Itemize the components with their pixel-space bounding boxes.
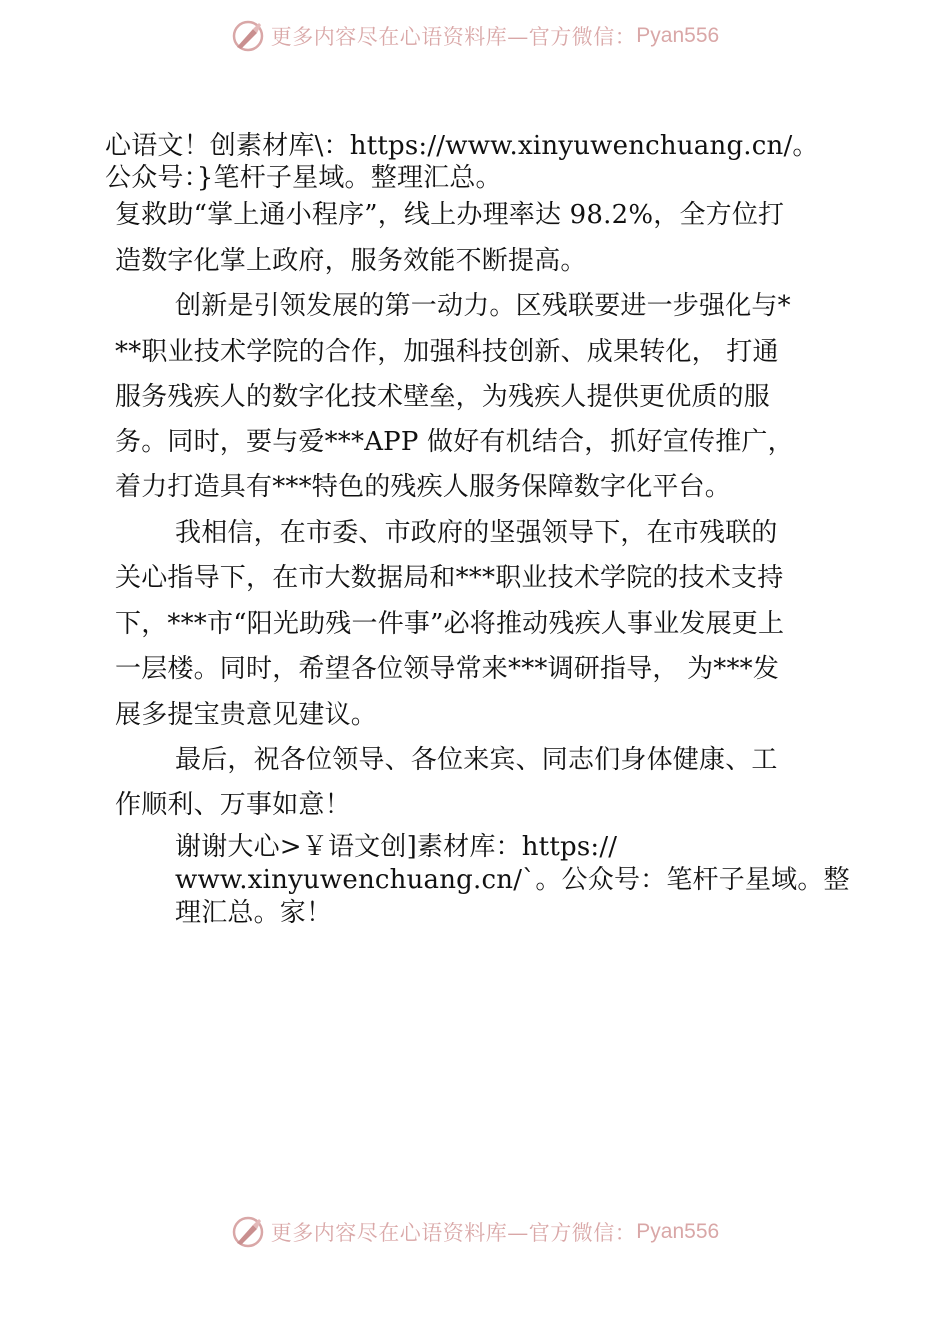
text-line: www.xinyuwenchuang.cn/`。公众号：笔杆子星域。整 (175, 865, 850, 895)
pen-nib-circle-icon (231, 19, 265, 53)
banner-wechat-id: Pyan556 (636, 24, 720, 47)
text-line: 展多提宝贵意见建议。 (115, 700, 378, 730)
text-line: 我相信，在市委、市政府的坚强领导下，在市残联的 (175, 518, 778, 548)
text-line: 创新是引领发展的第一动力。区残联要进一步强化与* (175, 291, 791, 321)
text-line: 公众号：}笔杆子星域。整理汇总。 (105, 163, 502, 193)
text-line: 谢谢大心>￥语文创]素材库：https:// (175, 832, 618, 862)
banner-text: 更多内容尽在心语资料库—官方微信： (270, 25, 637, 49)
text-line: 心语文！创素材库\：https://www.xinyuwenchuang.cn/。 (105, 131, 819, 161)
banner-wechat-id: Pyan556 (636, 1220, 720, 1243)
text-line: 服务残疾人的数字化技术壁垒，为残疾人提供更优质的服 (115, 382, 771, 412)
text-line: 下，***市“阳光助残一件事”必将推动残疾人事业发展更上 (115, 609, 785, 639)
text-line: 务。同时，要与爱***APP 做好有机结合，抓好宣传推广， (115, 427, 794, 457)
pen-nib-circle-icon (231, 1215, 265, 1249)
text-line: 作顺利、万事如意！ (115, 790, 351, 820)
text-line: 关心指导下，在市大数据局和***职业技术学院的技术支持 (115, 563, 784, 593)
banner-text: 更多内容尽在心语资料库—官方微信： (270, 1221, 637, 1245)
text-line: 造数字化掌上政府，服务效能不断提高。 (115, 246, 587, 276)
footer-watermark-banner (0, 1212, 950, 1252)
text-line: 复救助“掌上通小程序”，线上办理率达 98.2%，全方位打 (115, 200, 785, 230)
text-line: **职业技术学院的合作，加强科技创新、成果转化， 打通 (115, 337, 779, 367)
text-line: 理汇总。家！ (175, 898, 333, 928)
text-line: 着力打造具有***特色的残疾人服务保障数字化平台。 (115, 472, 732, 502)
header-watermark-banner (0, 16, 950, 56)
text-line: 最后，祝各位领导、各位来宾、同志们身体健康、工 (175, 745, 778, 775)
text-line: 一层楼。同时，希望各位领导常来***调研指导， 为***发 (115, 654, 780, 684)
